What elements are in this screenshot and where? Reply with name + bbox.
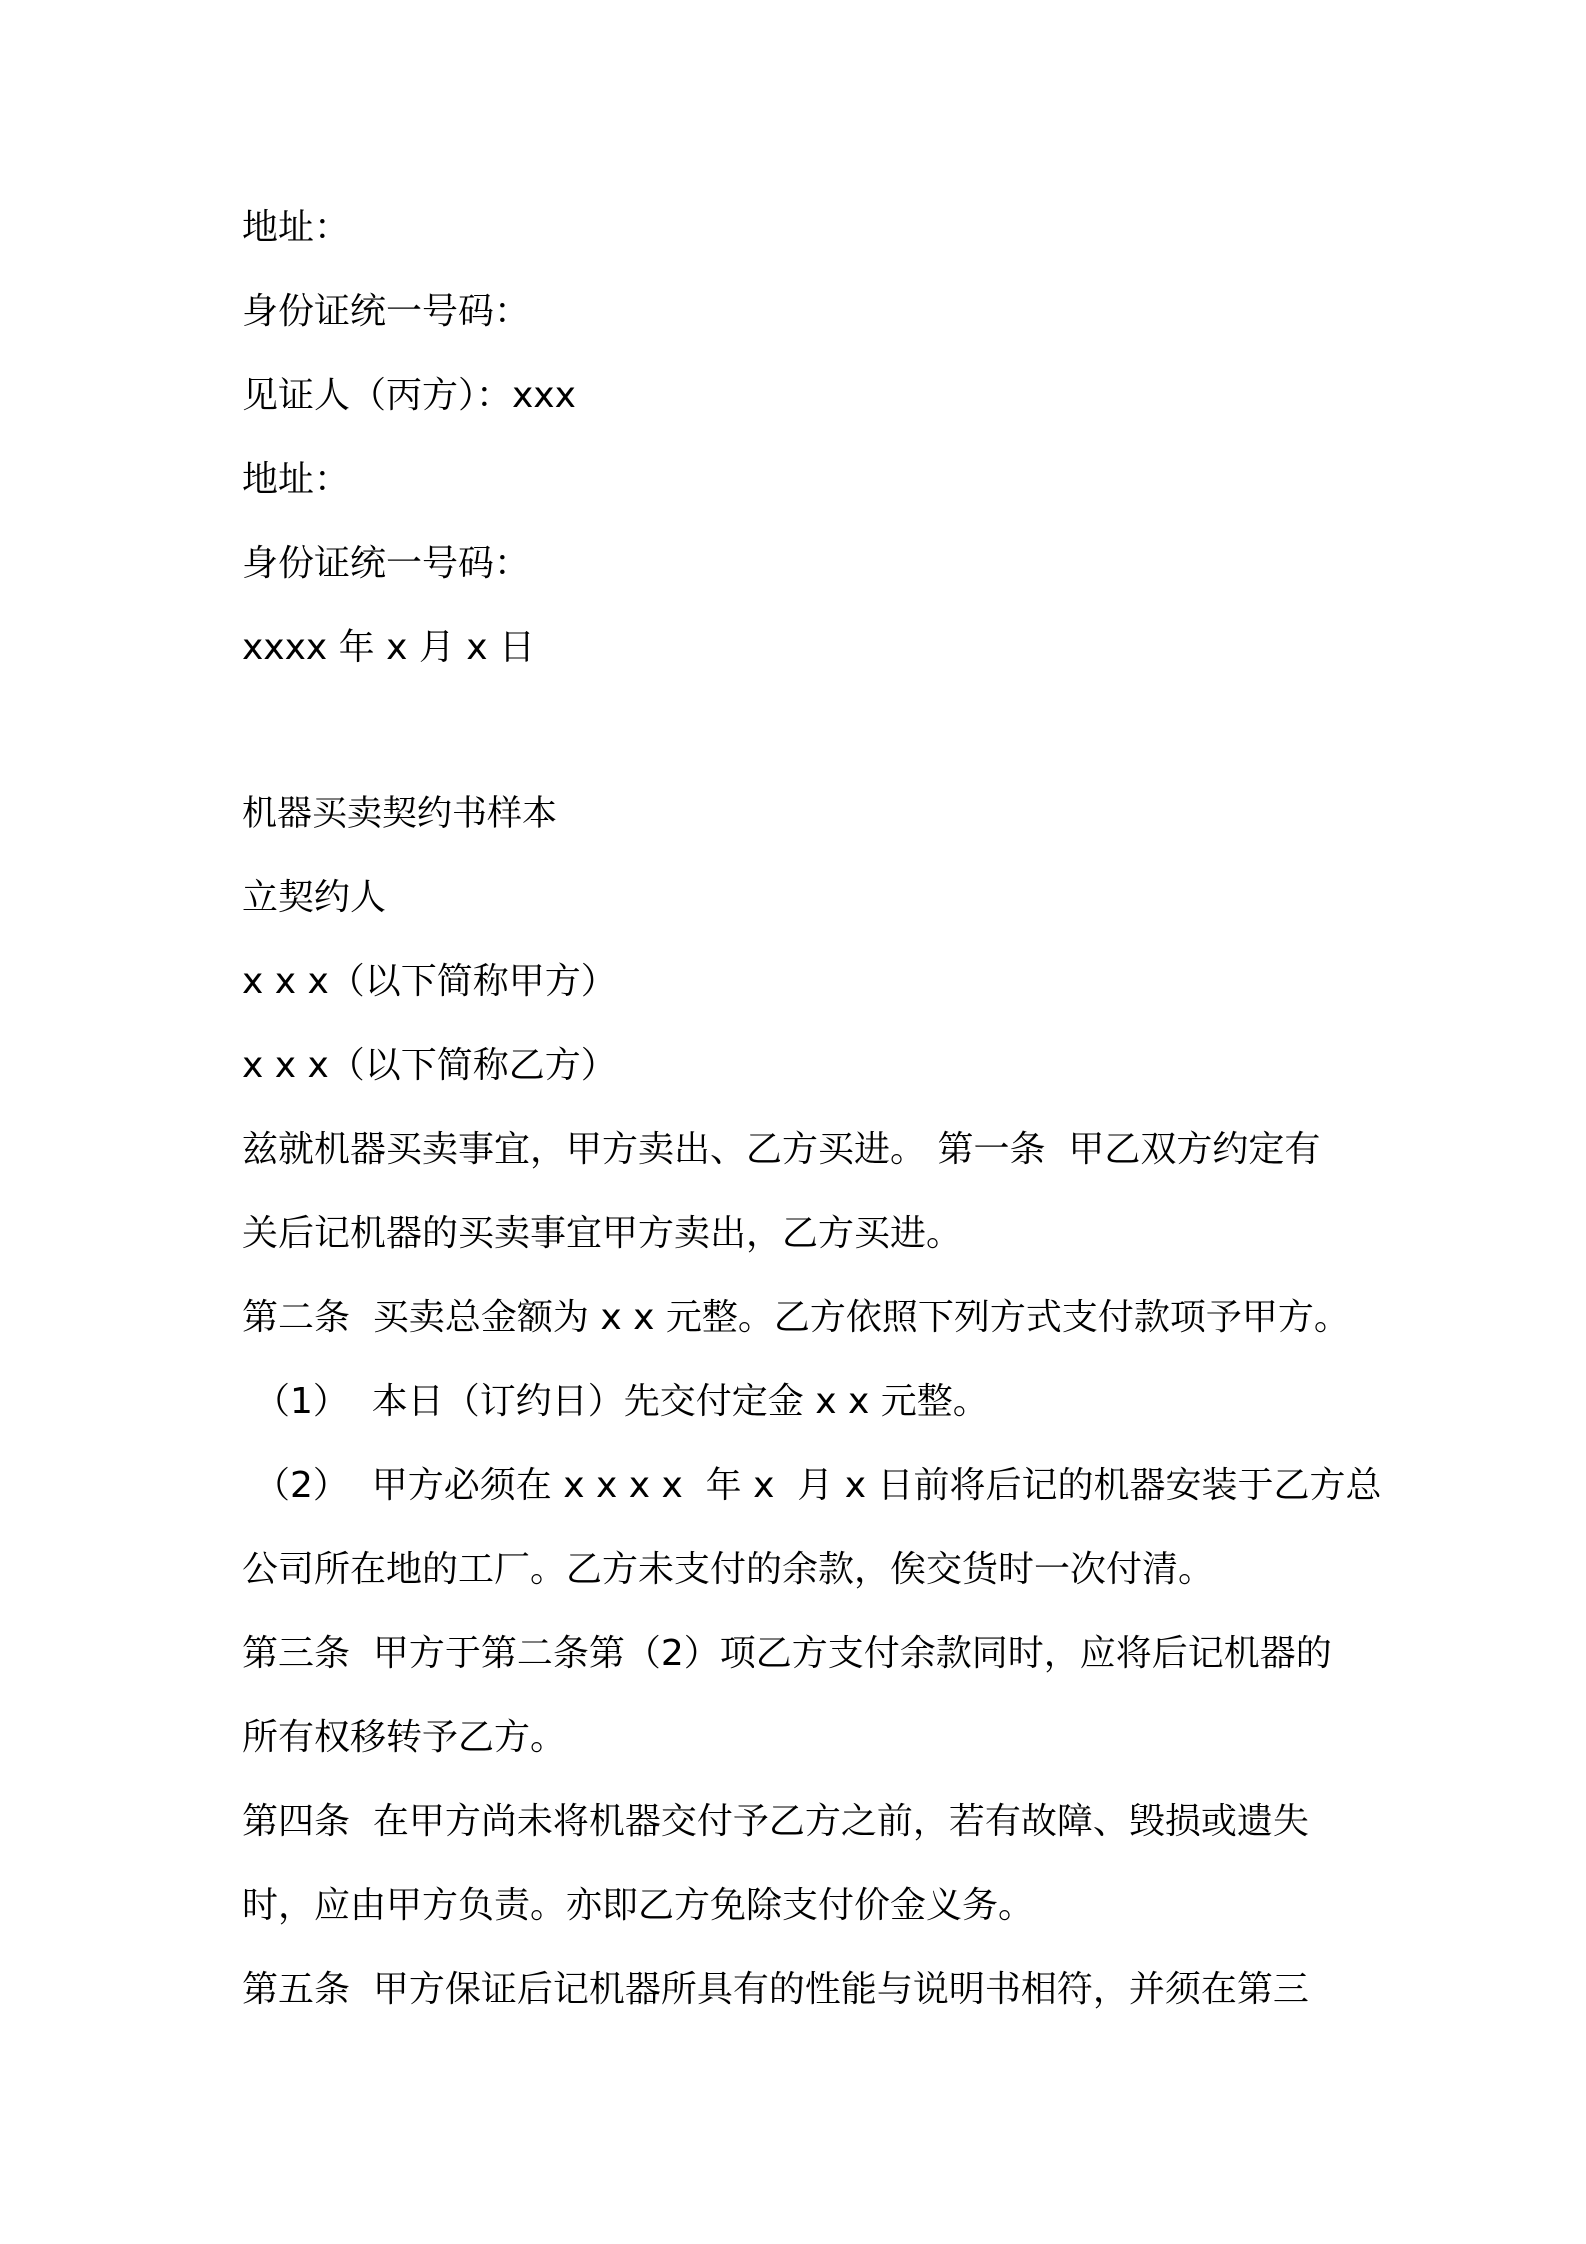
party-a-line: x x x（以下简称甲方） xyxy=(242,961,617,1002)
party-b-line: x x x（以下简称乙方） xyxy=(242,1045,617,1086)
body-paragraph-line: 兹就机器买卖事宜，甲方卖出、乙方买进。 第一条 甲乙双方约定有 xyxy=(242,1129,1321,1170)
date-line: xxxx 年 x 月 x 日 xyxy=(242,627,536,668)
clause-item-1: （1） 本日（订约日）先交付定金 x x 元整。 xyxy=(254,1381,989,1422)
body-paragraph-line: 公司所在地的工厂。乙方未支付的余款，俟交货时一次付清。 xyxy=(242,1549,1215,1590)
address-line: 地址： xyxy=(242,207,351,248)
body-paragraph-line: 所有权移转予乙方。 xyxy=(242,1717,567,1758)
article-four-line: 第四条 在甲方尚未将机器交付予乙方之前，若有故障、毁损或遗失 xyxy=(242,1801,1309,1842)
parties-heading: 立契约人 xyxy=(242,877,387,918)
body-paragraph-line: 关后记机器的买卖事宜甲方卖出，乙方买进。 xyxy=(242,1213,963,1254)
witness-id-number-line: 身份证统一号码： xyxy=(242,543,531,584)
witness-line: 见证人（丙方）：xxx xyxy=(242,375,576,416)
clause-item-2: （2） 甲方必须在 x x x x 年 x 月 x 日前将后记的机器安装于乙方总 xyxy=(254,1465,1382,1506)
id-number-line: 身份证统一号码： xyxy=(242,291,531,332)
witness-address-line: 地址： xyxy=(242,459,351,500)
article-two-line: 第二条 买卖总金额为 x x 元整。乙方依照下列方式支付款项予甲方。 xyxy=(242,1297,1350,1338)
body-paragraph-line: 时，应由甲方负责。亦即乙方免除支付价金义务。 xyxy=(242,1885,1035,1926)
article-three-line: 第三条 甲方于第二条第（2）项乙方支付余款同时，应将后记机器的 xyxy=(242,1633,1332,1674)
article-five-line: 第五条 甲方保证后记机器所具有的性能与说明书相符，并须在第三 xyxy=(242,1969,1309,2010)
document-title: 机器买卖契约书样本 xyxy=(242,794,558,834)
